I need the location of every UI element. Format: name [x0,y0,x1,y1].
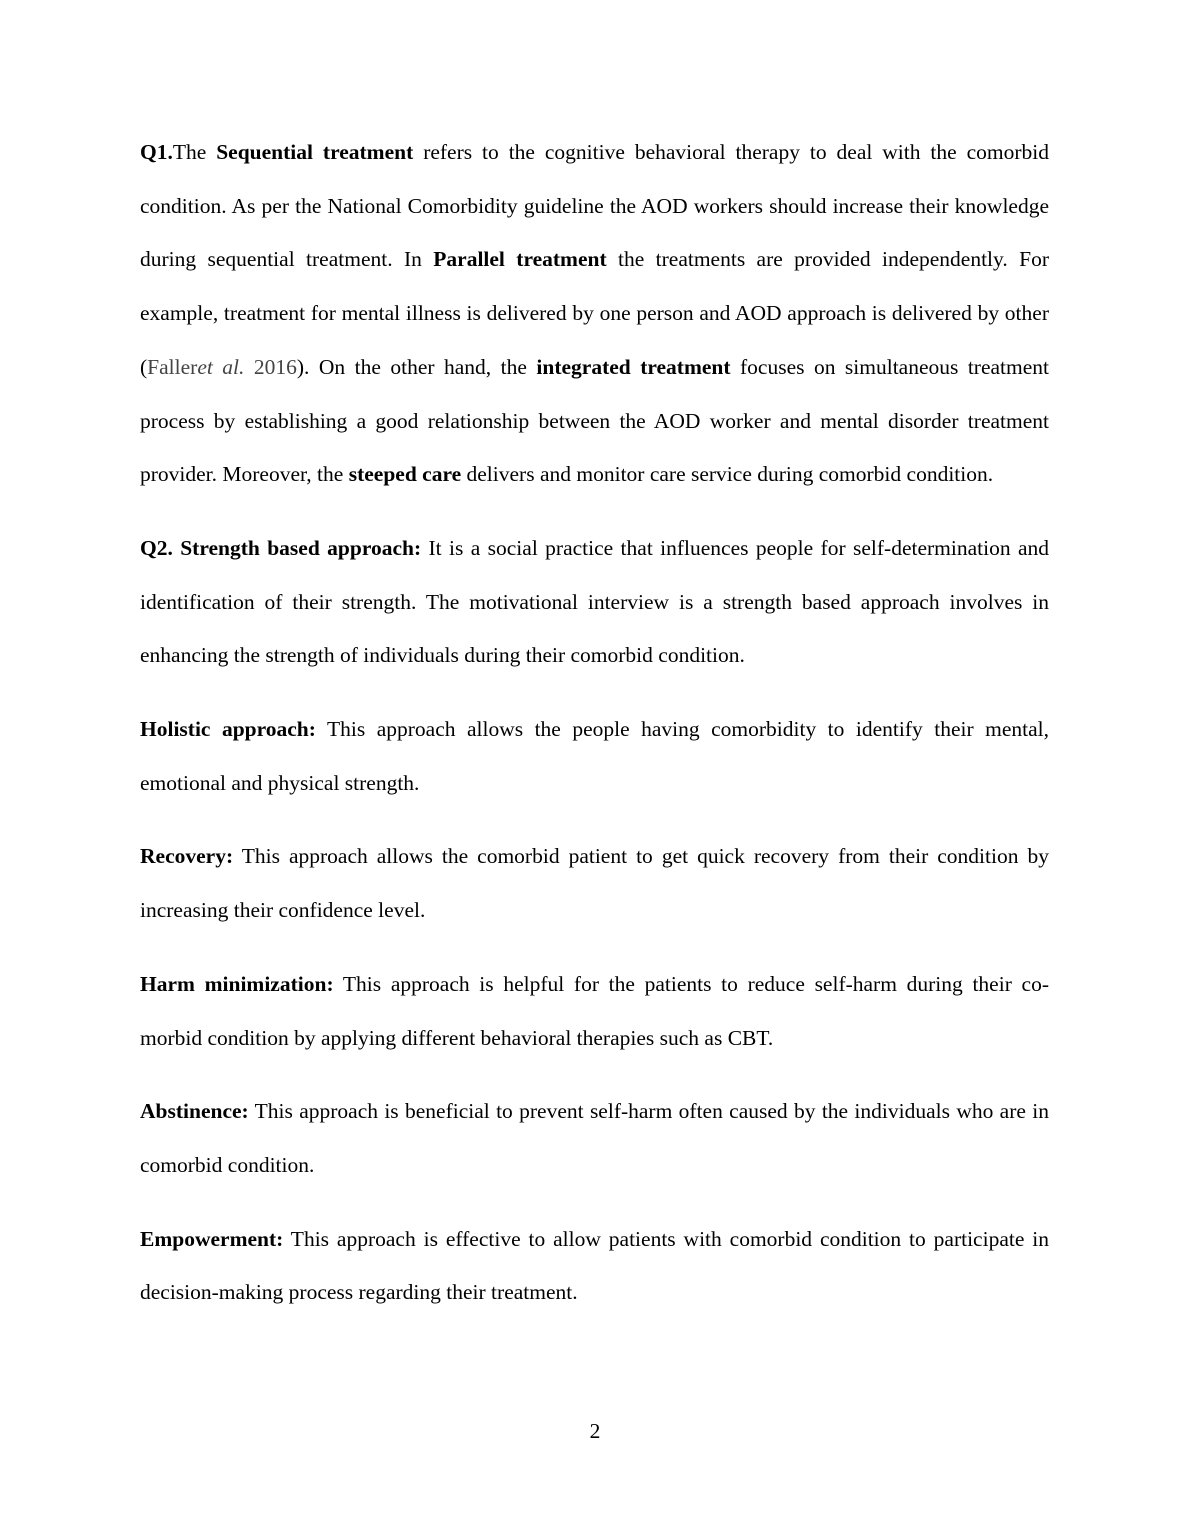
q1-text-6: delivers and monitor care service during comorbid condition. [461,462,994,487]
q1-text-1: The [172,140,217,164]
harm-minimization-heading: Harm minimization: [140,971,334,996]
recovery-heading: Recovery: [140,844,234,869]
recovery-paragraph [140,830,1049,937]
q1-label: Q1. [140,140,173,164]
abstinence-paragraph [140,1085,1049,1192]
citation [147,355,297,379]
page-number: 2 [589,1419,601,1443]
q1-text-4: ). On the other hand, the [296,354,537,379]
abstinence-text: This approach is beneficial to prevent self-harm often caused by the individuals who are in comorbid condition. [140,1099,1049,1177]
abstinence-heading: Abstinence: [140,1099,249,1124]
document-body [140,126,1049,1340]
citation-author: Faller [147,354,198,379]
empowerment-text: This approach is effective to allow patients with comorbid condition to participate in decision-making process regarding their treatment. [140,1226,1049,1305]
parallel-treatment-term: Parallel treatment [433,247,607,272]
holistic-heading: Holistic approach: [140,717,316,742]
q1-text-5: focuses on simultaneous treatment process by establishing a good relationship between the AOD worker and mental disorder treatment provider. Moreover, the [140,354,1050,487]
recovery-text: This approach allows the comorbid patient to get quick recovery from their condition by increasing their confidence level. [140,844,1049,923]
citation-year: 2016 [244,354,297,379]
integrated-treatment-term: integrated treatment [536,354,731,379]
citation-etal: et al. [197,354,245,379]
empowerment-paragraph [140,1213,1049,1320]
sequential-treatment-term: Sequential treatment [216,140,414,164]
q2-heading: Q2. Strength based approach: [140,535,422,560]
q1-text-3: the treatments are provided independently. For example, treatment for mental illness is delivered by one person and AOD approach is delivered by other ( [140,247,1049,379]
harm-minimization-text: This approach is helpful for the patients to reduce self-harm during their co-morbid condition by applying different behavioral therapies such as CBT. [140,971,1049,1050]
q2-text: It is a social practice that influences people for self-determination and identification of their strength. The motivational interview is a strength based approach involves in enhancing the strength of individuals during their comorbid condition. [140,535,1050,668]
empowerment-heading: Empowerment: [140,1226,284,1251]
harm-minimization-paragraph [140,958,1049,1065]
q1-text-2: refers to the cognitive behavioral therapy to deal with the comorbid condition. As per the National Comorbidity guideline the AOD workers should increase their knowledge during sequential treatment. In [140,140,1049,272]
q1-paragraph [140,126,1049,502]
steeped-care-term: steeped care [348,462,462,487]
q2-paragraph [140,522,1049,683]
holistic-paragraph [140,703,1049,810]
holistic-text: This approach allows the people having comorbidity to identify their mental, emotional and physical strength. [140,717,1049,795]
